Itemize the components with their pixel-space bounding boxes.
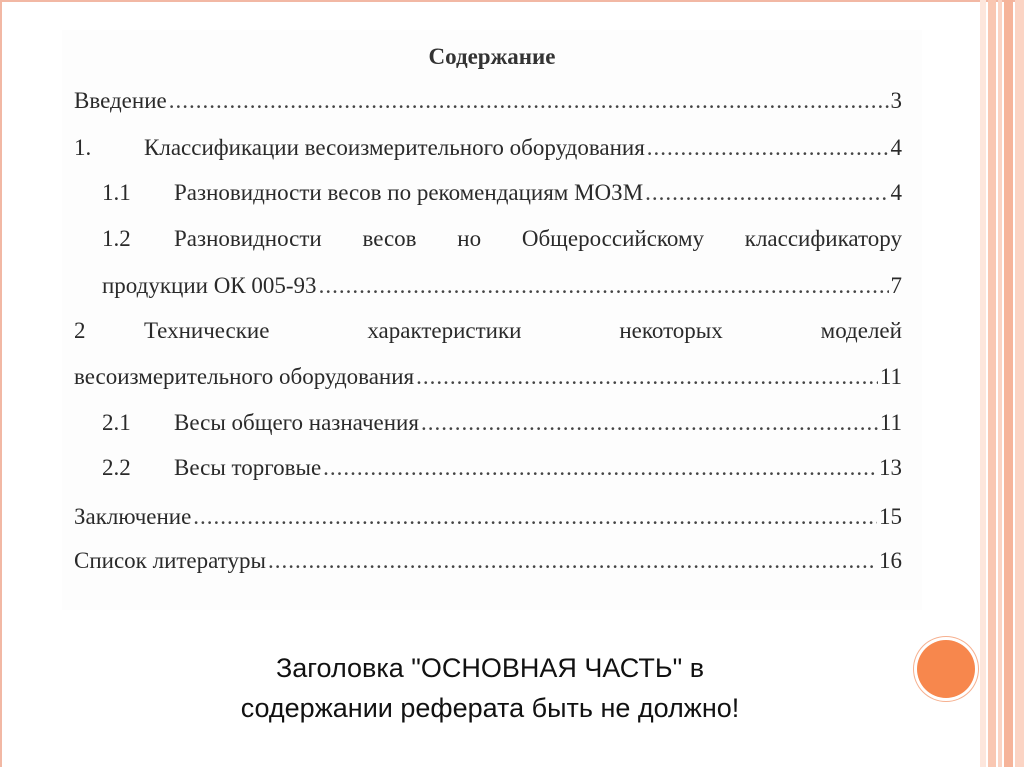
toc-entry-label: Заключение (74, 504, 192, 529)
toc-entry-2-line1 (74, 318, 902, 344)
toc-entry-label: Разновидности весов по рекомендациям МОЗМ (174, 180, 644, 205)
toc-entry-2-2 (102, 455, 902, 481)
note-line-1: Заголовка "ОСНОВНАЯ ЧАСТЬ" в (275, 653, 705, 683)
toc-leader-dots (647, 135, 889, 161)
toc-entry-page: 15 (879, 504, 902, 529)
toc-entry-1-2-line2 (102, 273, 902, 299)
toc-leader-dots (193, 504, 877, 530)
toc-entry-number: 2 (74, 318, 86, 343)
toc-entry-label: Список литературы (74, 548, 266, 573)
table-of-contents-image (62, 30, 922, 610)
toc-entry-1 (74, 135, 902, 161)
toc-entry-page: 11 (879, 364, 902, 389)
toc-entry-page: 4 (890, 180, 902, 205)
toc-leader-dots (319, 273, 889, 299)
toc-entry-page: 11 (879, 410, 902, 435)
decorative-circle-icon (917, 640, 975, 698)
toc-word: весов (362, 226, 417, 251)
toc-leader-dots (268, 548, 877, 574)
toc-entry-label: весоизмерительного оборудования (74, 364, 415, 389)
toc-entry-number: 2.1 (102, 410, 131, 435)
toc-entry-label: Введение (74, 88, 167, 113)
toc-entry-number: 1.1 (102, 180, 131, 205)
toc-entry-page: 4 (890, 135, 902, 160)
toc-word: моделей (820, 318, 902, 343)
toc-word: некоторых (619, 318, 723, 343)
toc-entry-number: 1.2 (102, 226, 131, 251)
note-line-2: содержании реферата быть не должно! (240, 693, 740, 723)
toc-leader-dots (416, 364, 878, 390)
toc-entry-label: продукции ОК 005-93 (102, 273, 317, 298)
toc-entry-number: 2.2 (102, 455, 131, 480)
toc-leader-dots (169, 88, 889, 114)
toc-entry-label: Классификации весоизмерительного оборудования (144, 135, 645, 160)
toc-entry-label: Весы общего назначения (174, 410, 419, 435)
toc-word: характеристики (367, 318, 522, 343)
toc-entry-1-1 (102, 180, 902, 206)
toc-entry-label: Весы торговые (174, 455, 322, 480)
slide-note (150, 648, 830, 728)
toc-entry-introduction (74, 88, 902, 114)
toc-entry-number: 1. (74, 135, 92, 160)
decorative-stripes (980, 0, 1024, 767)
toc-entry-references (74, 548, 902, 574)
toc-word: Общероссийскому (521, 226, 705, 251)
toc-entry-2-1 (102, 410, 902, 436)
toc-entry-page: 16 (879, 548, 902, 573)
toc-entry-page: 13 (879, 455, 902, 480)
toc-word: классификатору (744, 226, 902, 251)
toc-leader-dots (645, 180, 888, 206)
toc-entry-2-line2 (74, 364, 902, 390)
toc-word: но (457, 226, 482, 251)
toc-leader-dots (323, 455, 877, 481)
toc-entry-page: 3 (890, 88, 902, 113)
toc-entry-conclusion (74, 504, 902, 530)
toc-word: Разновидности (174, 226, 322, 251)
toc-title: Содержание (428, 44, 556, 69)
toc-leader-dots (421, 410, 878, 436)
toc-entry-page: 7 (890, 273, 902, 298)
toc-entry-1-2-line1 (102, 226, 902, 252)
toc-word: Технические (144, 318, 270, 343)
